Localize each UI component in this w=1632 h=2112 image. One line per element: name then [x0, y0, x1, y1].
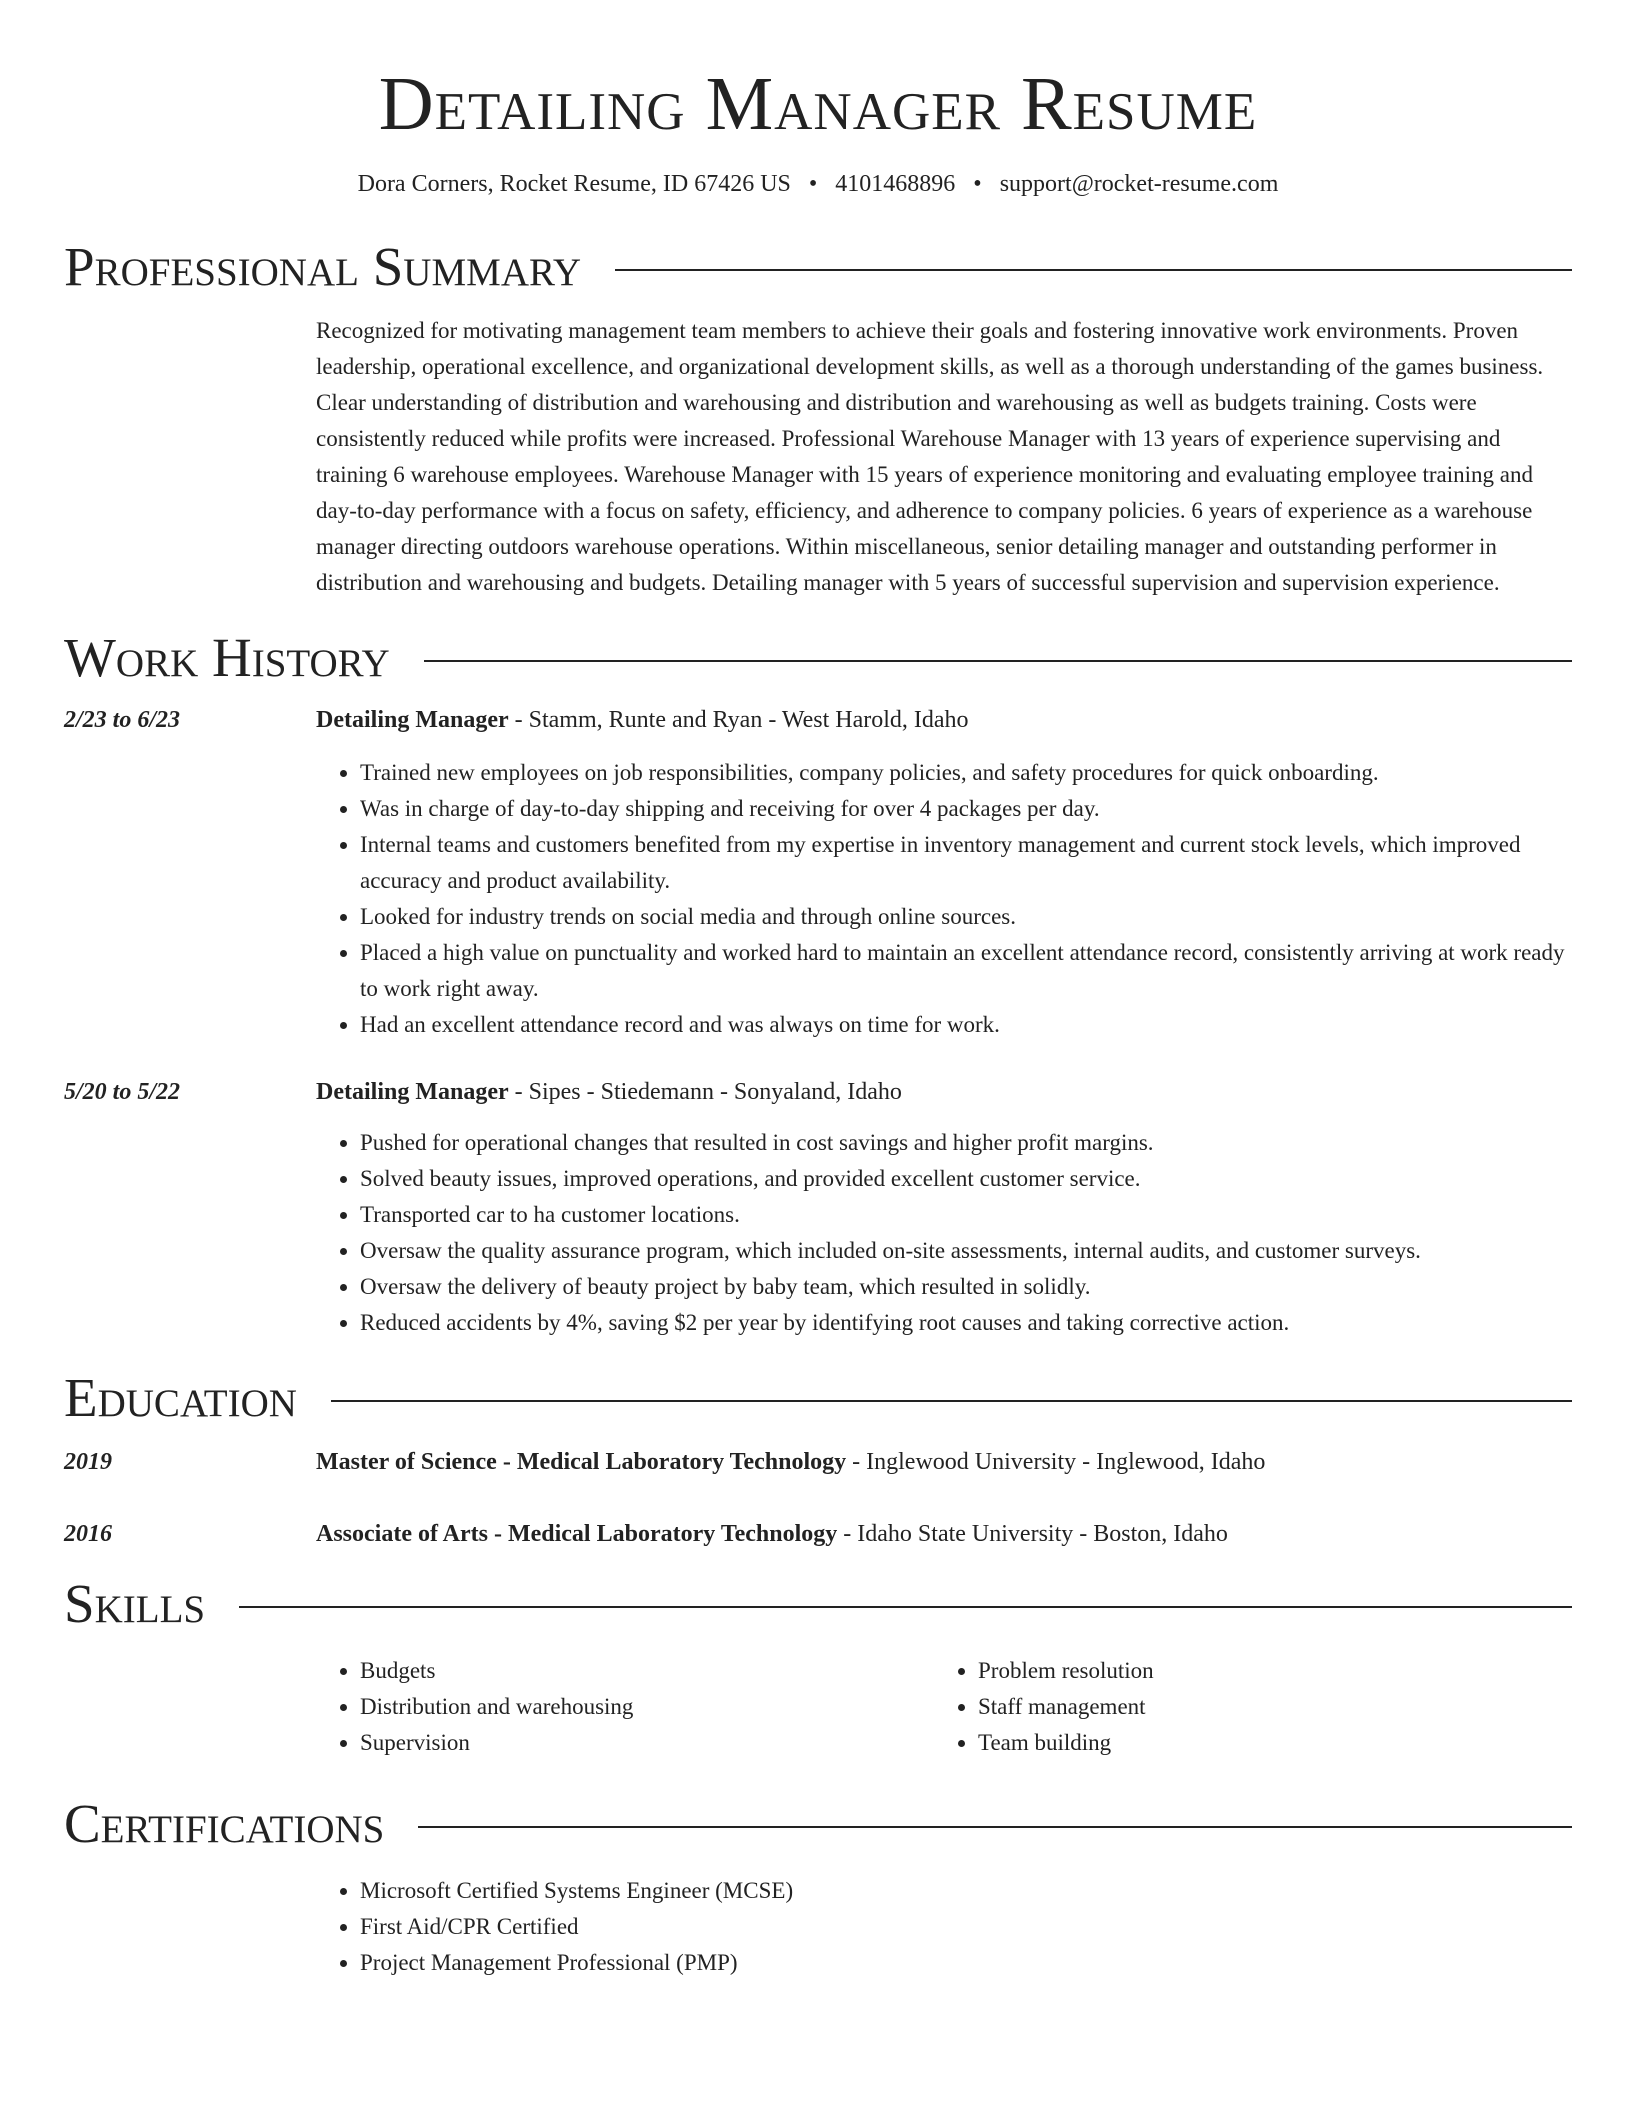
list-item: • Solved beauty issues, improved operations, and provided excellent customer service.	[360, 1161, 1572, 1197]
skill-item: • Distribution and warehousing	[360, 1689, 934, 1725]
work-history-section	[64, 623, 1572, 1341]
skill-item: • Staff management	[978, 1689, 1552, 1725]
education-entry	[64, 1445, 1572, 1479]
education-degree: Associate of Arts - Medical Laboratory Technology	[316, 1521, 838, 1547]
section-header	[64, 232, 1572, 302]
job-entry	[64, 703, 1572, 1043]
education-school: - Inglewood University - Inglewood, Idaho	[846, 1449, 1266, 1475]
skills-column-right	[934, 1653, 1552, 1761]
certification-item: • Microsoft Certified Systems Engineer (MCSE)	[360, 1873, 1572, 1909]
job-content	[316, 703, 1572, 1043]
section-divider	[239, 1606, 1572, 1608]
job-heading	[316, 1075, 1572, 1109]
certifications-list	[316, 1873, 1572, 1981]
section-divider	[615, 269, 1572, 271]
list-item: • Trained new employees on job responsibilities, company policies, and safety procedures for quick onboarding.	[360, 755, 1572, 791]
section-title: Professional Summary	[64, 236, 582, 297]
job-employer: - Sipes - Stiedemann - Sonyaland, Idaho	[508, 1079, 902, 1105]
contact-separator: •	[973, 171, 982, 197]
education-year: 2016	[64, 1521, 112, 1547]
contact-email: support@rocket-resume.com	[999, 171, 1279, 197]
section-title: Certifications	[64, 1793, 385, 1854]
job-entry	[64, 1075, 1572, 1341]
list-item: • Oversaw the quality assurance program, which included on-site assessments, internal audits, and customer surveys.	[360, 1233, 1572, 1269]
contact-phone: 4101468896	[835, 171, 956, 197]
summary-text: Recognized for motivating management team members to achieve their goals and fostering innovative work environments. Proven leadership, operational excellence, and organizational development skills, as well as a thorough understanding of the games business. Clear understanding of distribution and warehousing and distribution and warehousing as well as budgets training. Costs were consistently reduced while profits were increased. Professional Warehouse Manager with 13 years of experience supervising and training 6 warehouse employees. Warehouse Manager with 15 years of experience monitoring and evaluating employee training and day-to-day performance with a focus on safety, efficiency, and adherence to company policies. 6 years of experience as a warehouse manager directing outdoors warehouse operations. Within miscellaneous, senior detailing manager and outstanding performer in distribution and warehousing and budgets. Detailing manager with 5 years of successful supervision and supervision experience.	[316, 318, 1544, 595]
skills-list	[316, 1653, 934, 1761]
summary-section	[64, 232, 1572, 601]
section-header	[64, 1569, 1572, 1639]
education-heading	[316, 1445, 1572, 1479]
certification-item: • First Aid/CPR Certified	[360, 1909, 1572, 1945]
job-employer: - Stamm, Runte and Ryan - West Harold, Idaho	[508, 707, 969, 733]
job-content	[316, 1075, 1572, 1341]
section-header	[64, 623, 1572, 693]
resume-page	[64, 0, 1572, 1981]
skill-item: • Budgets	[360, 1653, 934, 1689]
contact-line	[64, 168, 1572, 200]
section-divider	[331, 1400, 1572, 1402]
section-title: Skills	[64, 1573, 206, 1634]
education-school: - Idaho State University - Boston, Idaho	[837, 1521, 1228, 1547]
job-title: Detailing Manager	[316, 1079, 509, 1105]
job-dates: 2/23 to 6/23	[64, 707, 181, 733]
list-item: • Reduced accidents by 4%, saving $2 per year by identifying root causes and taking corrective action.	[360, 1305, 1572, 1341]
skills-list	[934, 1653, 1552, 1761]
section-header	[64, 1789, 1572, 1859]
certification-item: • Project Management Professional (PMP)	[360, 1945, 1572, 1981]
section-divider	[418, 1826, 1572, 1828]
list-item: • Was in charge of day-to-day shipping and receiving for over 4 packages per day.	[360, 791, 1572, 827]
contact-address: Dora Corners, Rocket Resume, ID 67426 US	[357, 171, 791, 197]
education-entry	[64, 1517, 1572, 1551]
list-item: • Pushed for operational changes that resulted in cost savings and higher profit margins.	[360, 1125, 1572, 1161]
section-title: Education	[64, 1367, 297, 1428]
education-year: 2019	[64, 1449, 112, 1475]
list-item: • Oversaw the delivery of beauty project by baby team, which resulted in solidly.	[360, 1269, 1572, 1305]
contact-separator: •	[808, 171, 818, 197]
education-section	[64, 1363, 1572, 1551]
job-title: Detailing Manager	[316, 707, 509, 733]
skill-item: • Team building	[978, 1725, 1552, 1761]
skills-grid	[316, 1653, 1572, 1761]
list-item: • Placed a high value on punctuality and worked hard to maintain an excellent attendance record, consistently arriving at work ready to work right away.	[360, 935, 1572, 1007]
job-bullets	[316, 1125, 1572, 1341]
section-divider	[424, 660, 1572, 662]
education-heading	[316, 1517, 1572, 1551]
skill-item: • Problem resolution	[978, 1653, 1552, 1689]
skill-item: • Supervision	[360, 1725, 934, 1761]
section-header	[64, 1363, 1572, 1433]
list-item: • Looked for industry trends on social media and through online sources.	[360, 899, 1572, 935]
resume-title: Detailing Manager Resume	[378, 62, 1258, 146]
list-item: • Had an excellent attendance record and was always on time for work.	[360, 1007, 1572, 1043]
education-degree: Master of Science - Medical Laboratory Technology	[316, 1449, 847, 1475]
job-bullets	[316, 755, 1572, 1043]
section-title: Work History	[64, 627, 390, 688]
list-item: • Internal teams and customers benefited from my expertise in inventory management and current stock levels, which improved accuracy and product availability.	[360, 827, 1572, 899]
job-heading	[316, 703, 1572, 737]
skills-column-left	[316, 1653, 934, 1761]
certifications-section	[64, 1789, 1572, 1981]
job-dates: 5/20 to 5/22	[64, 1079, 181, 1105]
skills-section	[64, 1569, 1572, 1761]
list-item: • Transported car to ha customer locations.	[360, 1197, 1572, 1233]
